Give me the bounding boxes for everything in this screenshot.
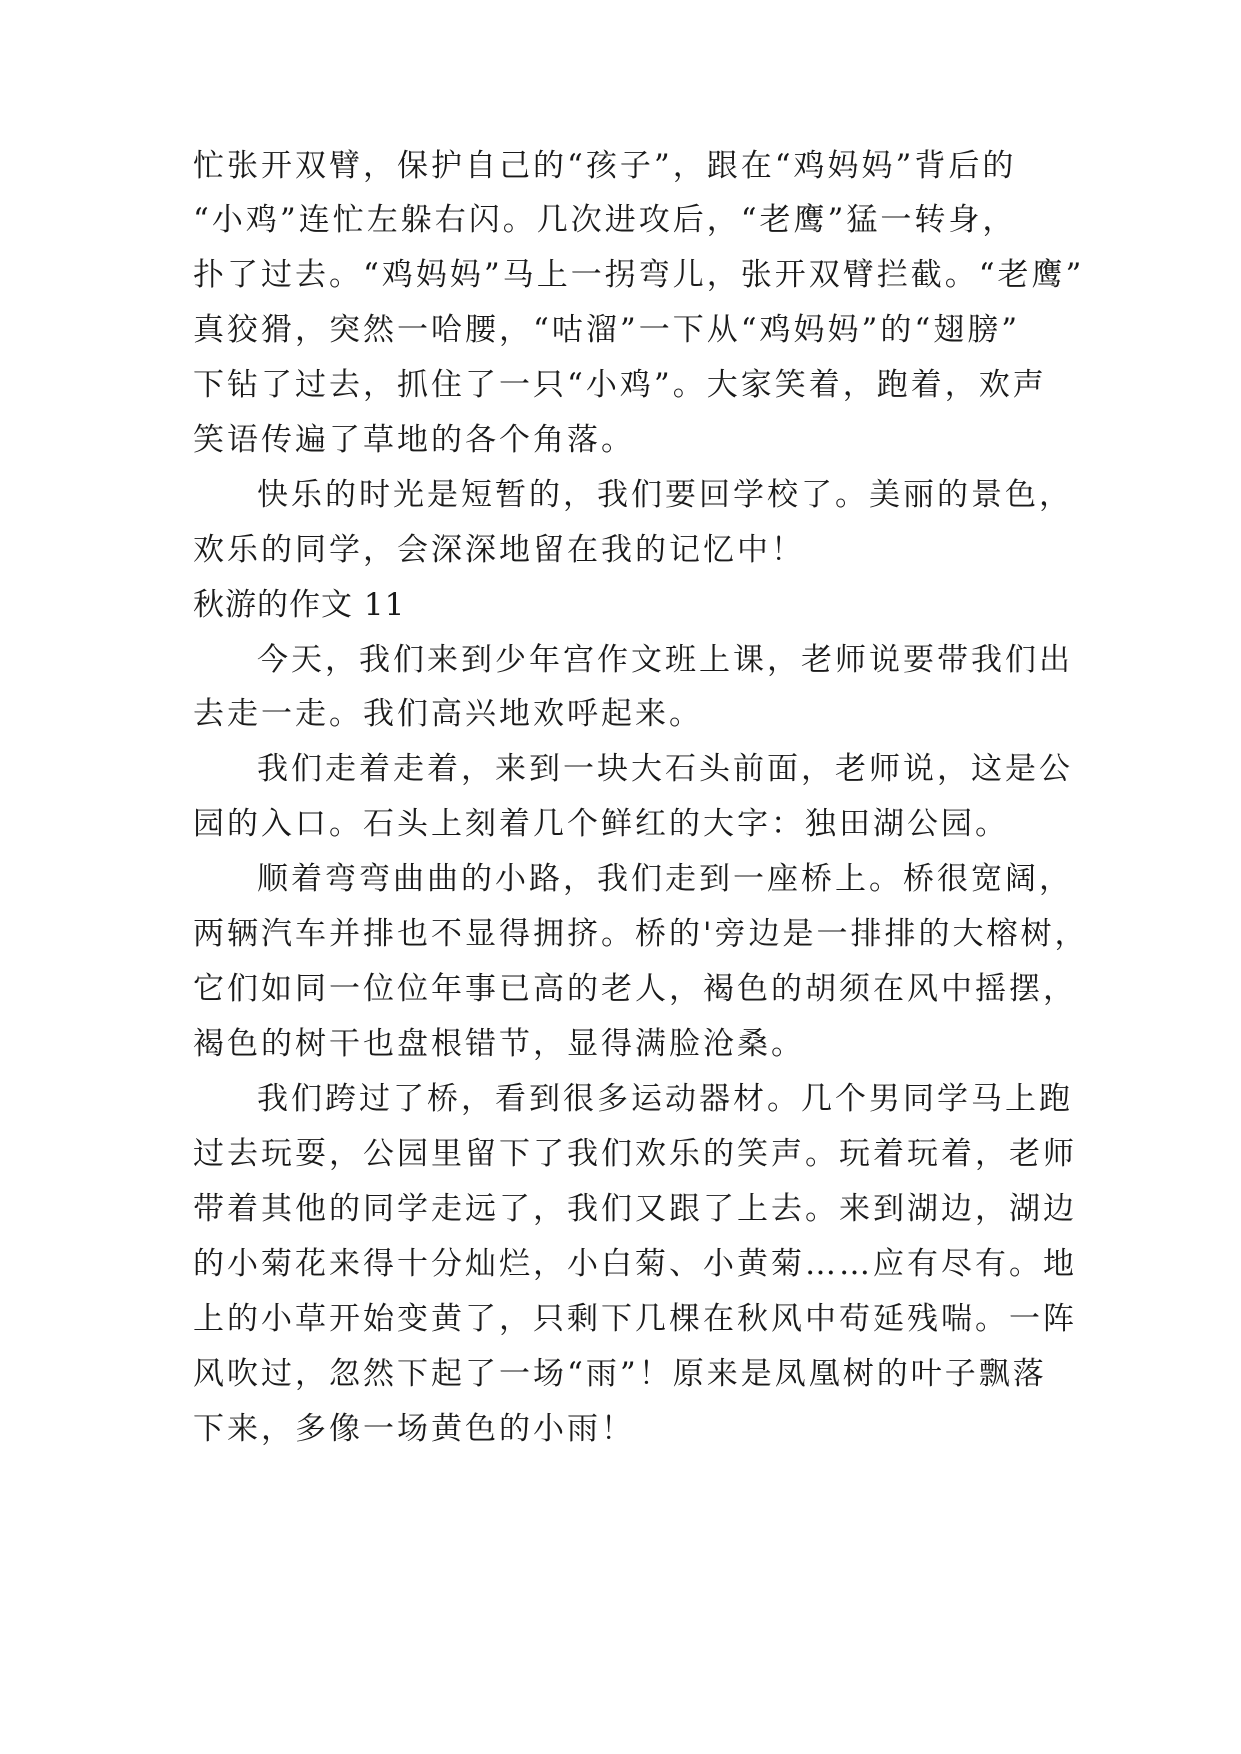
paragraph-line: 两辆汽车并排也不显得拥挤。桥的'旁边是一排排的大榕树， xyxy=(193,916,1089,952)
paragraph-line: 忙张开双臂，保护自己的“孩子”，跟在“鸡妈妈”背后的 xyxy=(193,148,1017,184)
paragraph-line: 风吹过，忽然下起了一场“雨”！原来是凤凰树的叶子飘落 xyxy=(193,1356,1047,1392)
paragraph-line: 下钻了过去，抓住了一只“小鸡”。大家笑着，跑着，欢声 xyxy=(193,367,1047,403)
paragraph-line: 快乐的时光是短暂的，我们要回学校了。美丽的景色， xyxy=(257,477,1073,513)
paragraph-line: 我们走着走着，来到一块大石头前面，老师说，这是公 xyxy=(257,751,1073,787)
paragraph-line: 过去玩耍，公园里留下了我们欢乐的笑声。玩着玩着，老师 xyxy=(193,1136,1077,1172)
paragraph-line: 的小菊花来得十分灿烂，小白菊、小黄菊……应有尽有。地 xyxy=(193,1246,1077,1282)
paragraph-line: 欢乐的同学，会深深地留在我的记忆中！ xyxy=(193,532,805,568)
paragraph-line: 下来，多像一场黄色的小雨！ xyxy=(193,1411,635,1447)
paragraph-line: 扑了过去。“鸡妈妈”马上一拐弯儿，张开双臂拦截。“老鹰” xyxy=(193,257,1085,293)
paragraph-line: 我们跨过了桥，看到很多运动器材。几个男同学马上跑 xyxy=(257,1081,1073,1117)
paragraph-line: 它们如同一位位年事已高的老人，褐色的胡须在风中摇摆， xyxy=(193,971,1077,1007)
paragraph-line: 上的小草开始变黄了，只剩下几棵在秋风中苟延残喘。一阵 xyxy=(193,1301,1077,1337)
paragraph-line: 园的入口。石头上刻着几个鲜红的大字：独田湖公园。 xyxy=(193,806,1009,842)
paragraph-line: 笑语传遍了草地的各个角落。 xyxy=(193,422,635,458)
paragraph-line: 去走一走。我们高兴地欢呼起来。 xyxy=(193,696,703,732)
paragraph-line: 带着其他的同学走远了，我们又跟了上去。来到湖边，湖边 xyxy=(193,1191,1077,1227)
paragraph-line: 顺着弯弯曲曲的小路，我们走到一座桥上。桥很宽阔， xyxy=(257,861,1073,897)
essay-title: 秋游的作文 11 xyxy=(193,587,406,623)
paragraph-line: 真狡猾，突然一哈腰，“咕溜”一下从“鸡妈妈”的“翅膀” xyxy=(193,312,1021,348)
paragraph-line: 褐色的树干也盘根错节，显得满脸沧桑。 xyxy=(193,1026,805,1062)
paragraph-line: 今天，我们来到少年宫作文班上课，老师说要带我们出 xyxy=(257,642,1073,678)
paragraph-line: “小鸡”连忙左躲右闪。几次进攻后，“老鹰”猛一转身， xyxy=(193,202,1017,238)
